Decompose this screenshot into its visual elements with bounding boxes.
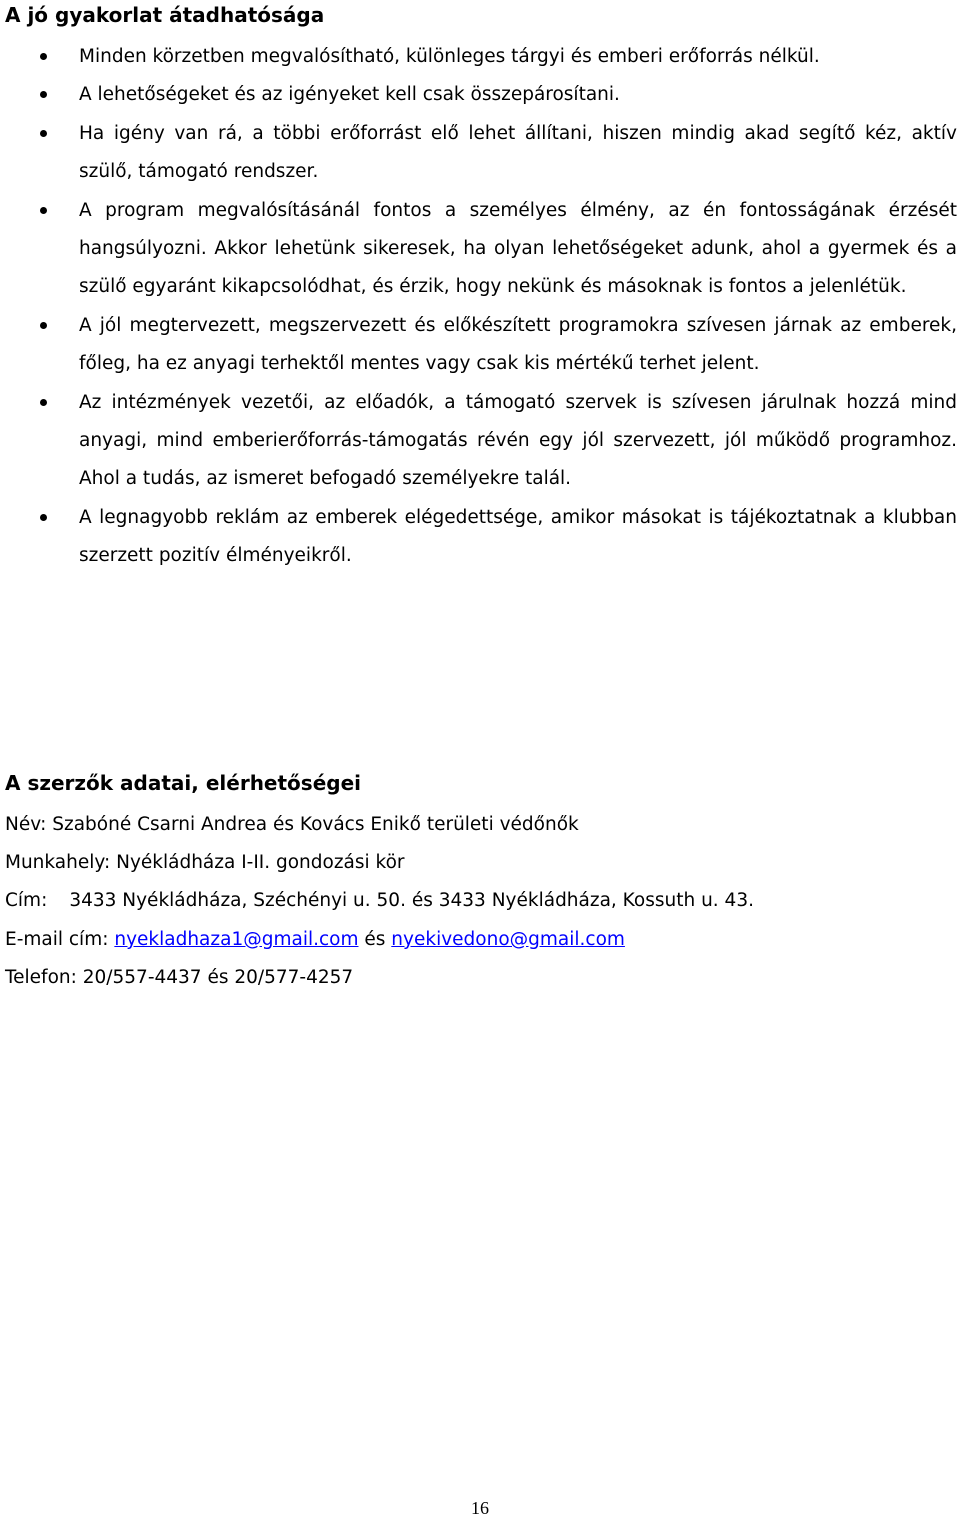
list-item (0, 192, 960, 307)
list-item (0, 384, 960, 499)
bullet-list (0, 38, 960, 576)
email-line (5, 925, 625, 955)
bullet-icon (40, 399, 47, 406)
list-item (0, 115, 960, 192)
list-item (0, 76, 960, 114)
section-heading-transferability: A jó gyakorlat átadhatósága (5, 3, 325, 27)
address-label: Cím: (5, 890, 48, 911)
list-item-text: A legnagyobb reklám az emberek elégedettsége, amikor másokat is tájékoztatnak a klubban szerzett pozitív élményeikről. (79, 506, 957, 567)
page-number: 16 (471, 1498, 489, 1518)
bullet-icon (40, 91, 47, 98)
phone-line: Telefon: 20/557-4437 és 20/577-4257 (5, 967, 354, 988)
list-item-text: A lehetőségeket és az igényeket kell csak összepárosítani. (79, 84, 620, 106)
list-item (0, 499, 960, 576)
list-item-text: A program megvalósításánál fontos a személyes élmény, az én fontosságának érzését hangsúlyozni. Akkor lehetünk sikeresek, ha olyan lehetőségeket adunk, ahol a gyermek és a szülő egyaránt kikapcsolódhat, és érzik, hogy nekünk és másoknak is fontos a jelenlétük. (79, 199, 957, 298)
list-item-text: Az intézmények vezetői, az előadók, a támogató szervek is szívesen járulnak hozzá mind anyagi, mind emberierőforrás-támogatás révén egy jól szervezett, jól működő programhoz. Ahol a tudás, az ismeret befogadó személyekre talál. (79, 391, 957, 490)
bullet-icon (40, 514, 47, 521)
bullet-icon (40, 207, 47, 214)
list-item-text: A jól megtervezett, megszervezett és előkészített programokra szívesen járnak az emberek, főleg, ha ez anyagi terhektől mentes vagy csak kis mértékű terhet jelent. (79, 314, 957, 375)
address-value: 3433 Nyékládháza, Széchényi u. 50. és 3433 Nyékládháza, Kossuth u. 43. (69, 890, 754, 911)
author-name-line: Név: Szabóné Csarni Andrea és Kovács Enikő területi védőnők (5, 814, 579, 835)
list-item-text: Ha igény van rá, a többi erőforrást elő lehet állítani, hiszen mindig akad segítő kéz, aktív szülő, támogató rendszer. (79, 122, 957, 183)
list-item-text: Minden körzetben megvalósítható, különleges tárgyi és emberi erőforrás nélkül. (79, 46, 820, 67)
list-item (0, 307, 960, 384)
email-link-1[interactable]: nyekladhaza1@gmail.com (114, 929, 359, 950)
workplace-line: Munkahely: Nyékládháza I-II. gondozási kör (5, 852, 405, 873)
bullet-icon (40, 130, 47, 137)
list-item (0, 38, 960, 76)
bullet-icon (40, 53, 47, 60)
email-label: E-mail cím: (5, 929, 109, 950)
email-link-2[interactable]: nyekivedono@gmail.com (391, 929, 625, 950)
address-line (5, 886, 754, 916)
bullet-icon (40, 322, 47, 329)
section-heading-authors: A szerzők adatai, elérhetőségei (5, 771, 361, 795)
email-conjunction: és (364, 929, 386, 950)
